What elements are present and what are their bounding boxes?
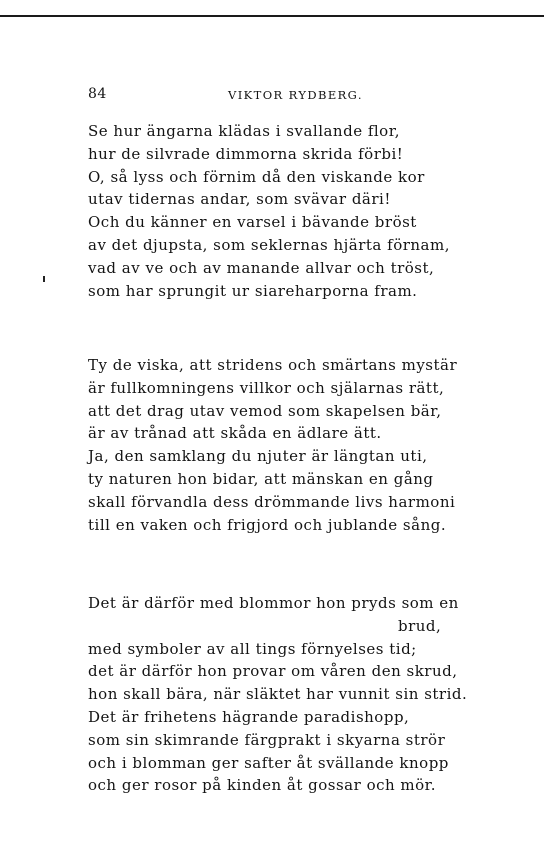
poem-line: och i blomman ger safter åt svällande knopp bbox=[88, 753, 449, 772]
poem-line: Och du känner en varsel i bävande bröst bbox=[88, 213, 417, 232]
page-number: 84 bbox=[88, 86, 107, 102]
poem-line: av det djupsta, som seklernas hjärta förnam, bbox=[88, 235, 450, 254]
poem-line: Se hur ängarna klädas i svallande flor, bbox=[88, 122, 401, 140]
margin-mark bbox=[43, 276, 45, 282]
stanza-3 bbox=[88, 592, 508, 797]
poem-line: hur de silvrade dimmorna skrida förbi! bbox=[88, 144, 404, 163]
stanza-1 bbox=[88, 120, 508, 302]
poem-line: att det drag utav vemod som skapelsen bär, bbox=[88, 401, 442, 420]
poem-line: är av trånad att skåda en ädlare ätt. bbox=[88, 424, 382, 443]
poem-line: Ja, den samklang du njuter är längtan uti, bbox=[88, 447, 428, 466]
running-head: VIKTOR RYDBERG. bbox=[228, 88, 363, 102]
page-header bbox=[88, 86, 488, 104]
top-rule bbox=[0, 15, 544, 17]
poem-line: Det är därför med blommor hon pryds som en bbox=[88, 594, 459, 612]
poem-line: vad av ve och av manande allvar och tröst, bbox=[88, 258, 435, 277]
poem-line: utav tidernas andar, som svävar däri! bbox=[88, 190, 391, 209]
poem-line: som sin skimrande färgprakt i skyarna strör bbox=[88, 730, 446, 749]
poem-line: O, så lyss och förnim då den viskande kor bbox=[88, 167, 425, 186]
poem-line: är fullkomningens villkor och själarnas rätt, bbox=[88, 378, 445, 397]
poem-line: skall förvandla dess drömmande livs harmoni bbox=[88, 492, 456, 511]
poem-line: och ger rosor på kinden åt gossar och mör. bbox=[88, 776, 436, 795]
poem-line: Ty de viska, att stridens och smärtans mystär bbox=[88, 356, 458, 374]
poem-line: hon skall bära, när släktet har vunnit sin strid. bbox=[88, 685, 468, 704]
poem-line: Det är frihetens hägrande paradishopp, bbox=[88, 707, 410, 726]
stanza-2 bbox=[88, 354, 508, 536]
poem-line: som har sprungit ur siareharporna fram. bbox=[88, 281, 418, 300]
poem-line: det är därför hon provar om våren den skrud, bbox=[88, 662, 458, 681]
poem-line: ty naturen hon bidar, att mänskan en gång bbox=[88, 469, 434, 488]
poem-line: med symboler av all tings förnyelses tid; bbox=[88, 639, 417, 658]
poem-line: till en vaken och frigjord och jublande sång. bbox=[88, 515, 447, 534]
poem-line-continuation: brud, bbox=[398, 616, 442, 635]
